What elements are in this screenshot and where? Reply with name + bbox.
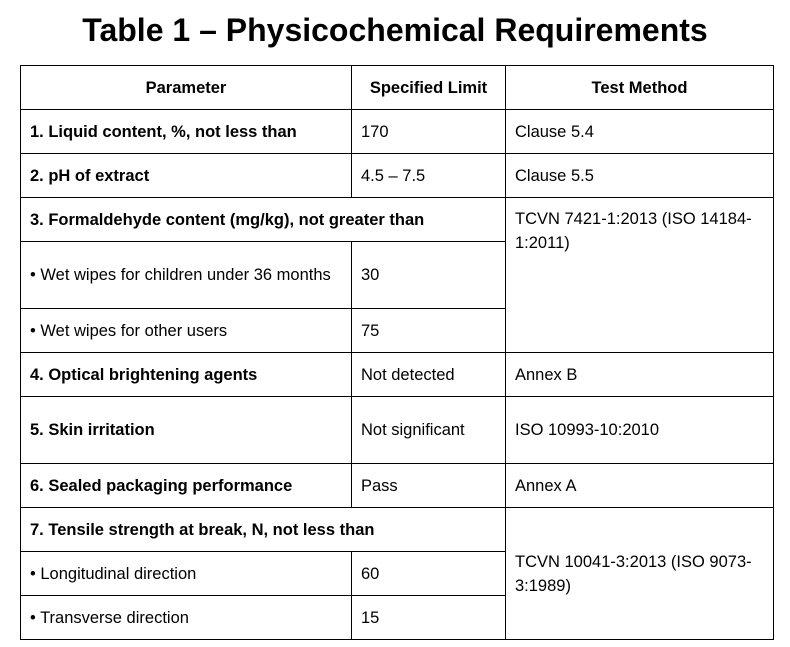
limit-cell: 30 xyxy=(352,242,506,309)
table-row xyxy=(21,198,774,242)
table-row xyxy=(21,464,774,508)
limit-cell: 75 xyxy=(352,309,506,353)
table-row xyxy=(21,397,774,464)
header-test-method: Test Method xyxy=(506,66,774,110)
parameter-cell: 5. Skin irritation xyxy=(21,397,352,464)
method-cell: Annex B xyxy=(506,353,774,397)
header-parameter: Parameter xyxy=(21,66,352,110)
parameter-cell: 2. pH of extract xyxy=(21,154,352,198)
limit-cell: Not significant xyxy=(352,397,506,464)
limit-cell: 170 xyxy=(352,110,506,154)
sub-parameter-cell: • Wet wipes for children under 36 months xyxy=(21,242,352,309)
parameter-group-cell: 3. Formaldehyde content (mg/kg), not greater than xyxy=(21,198,506,242)
parameter-cell: 6. Sealed packaging performance xyxy=(21,464,352,508)
sub-parameter-cell: • Transverse direction xyxy=(21,596,352,640)
method-cell: ISO 10993-10:2010 xyxy=(506,397,774,464)
page-title: Table 1 – Physicochemical Requirements xyxy=(82,12,708,48)
table-row xyxy=(21,353,774,397)
limit-cell: 4.5 – 7.5 xyxy=(352,154,506,198)
table-row xyxy=(21,154,774,198)
requirements-table xyxy=(20,65,774,640)
header-specified-limit: Specified Limit xyxy=(352,66,506,110)
parameter-cell: 4. Optical brightening agents xyxy=(21,353,352,397)
method-cell: TCVN 10041-3:2013 (ISO 9073-3:1989) xyxy=(506,508,774,640)
table-row xyxy=(21,110,774,154)
sub-parameter-cell: • Longitudinal direction xyxy=(21,552,352,596)
limit-cell: 15 xyxy=(352,596,506,640)
limit-cell: Pass xyxy=(352,464,506,508)
parameter-cell: 1. Liquid content, %, not less than xyxy=(21,110,352,154)
limit-cell: 60 xyxy=(352,552,506,596)
table-row xyxy=(21,508,774,552)
method-cell: Clause 5.4 xyxy=(506,110,774,154)
method-cell: TCVN 7421-1:2013 (ISO 14184-1:2011) xyxy=(506,198,774,353)
method-cell: Clause 5.5 xyxy=(506,154,774,198)
parameter-group-cell: 7. Tensile strength at break, N, not less than xyxy=(21,508,506,552)
limit-cell: Not detected xyxy=(352,353,506,397)
sub-parameter-cell: • Wet wipes for other users xyxy=(21,309,352,353)
table-header-row xyxy=(21,66,774,110)
method-cell: Annex A xyxy=(506,464,774,508)
